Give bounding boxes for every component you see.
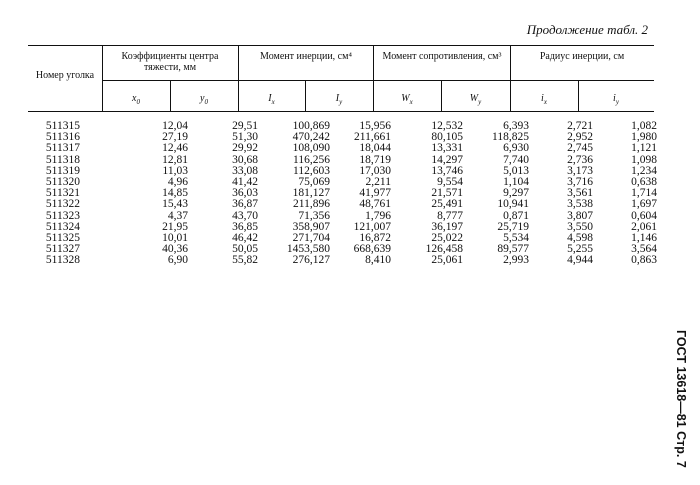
cell-iy-moment: 211,661 bbox=[354, 131, 391, 144]
cell-y0: 51,30 bbox=[232, 131, 258, 144]
table-row bbox=[40, 177, 657, 188]
table-row bbox=[40, 121, 657, 132]
cell-y0: 43,70 bbox=[232, 209, 258, 222]
table-row bbox=[40, 222, 657, 233]
cell-ix-moment: 116,256 bbox=[293, 153, 330, 166]
cell-iy-radius: 1,146 bbox=[631, 232, 657, 245]
cell-y0: 33,08 bbox=[232, 164, 258, 177]
cell-iy-moment: 17,030 bbox=[359, 164, 391, 177]
cell-iy-moment: 41,977 bbox=[359, 187, 391, 200]
cell-iy-moment: 18,719 bbox=[359, 153, 391, 166]
cell-ix-radius: 4,944 bbox=[567, 254, 593, 267]
cell-iy-radius: 1,697 bbox=[631, 198, 657, 211]
cell-wy: 89,577 bbox=[497, 243, 529, 256]
cell-number: 511319 bbox=[45, 164, 80, 177]
header-inertia-radius: Радиус инерции, см bbox=[539, 51, 625, 62]
cell-wx: 12,532 bbox=[431, 120, 463, 132]
header-number: Номер уголка bbox=[35, 70, 95, 81]
cell-y0: 29,92 bbox=[232, 142, 258, 155]
header-resistance-moment: Момент сопротивления, см³ bbox=[382, 51, 502, 62]
cell-wx: 25,022 bbox=[431, 232, 463, 245]
cell-number: 511328 bbox=[45, 254, 80, 267]
cell-x0: 6,90 bbox=[167, 254, 188, 267]
cell-number: 511318 bbox=[45, 153, 80, 166]
table-row bbox=[40, 199, 657, 210]
cell-y0: 30,68 bbox=[232, 153, 258, 166]
cell-wx: 13,746 bbox=[431, 164, 463, 177]
cell-iy-moment: 121,007 bbox=[353, 220, 391, 233]
cell-wy: 1,104 bbox=[503, 176, 529, 189]
cell-wy: 9,297 bbox=[503, 187, 529, 200]
cell-wx: 25,491 bbox=[431, 198, 463, 211]
cell-y0: 41,42 bbox=[232, 176, 258, 189]
cell-wy: 25,719 bbox=[497, 220, 529, 233]
cell-y0: 46,42 bbox=[232, 232, 258, 245]
cell-y0: 55,82 bbox=[232, 254, 258, 267]
cell-wy: 6,930 bbox=[503, 142, 529, 155]
symbol-iy-radius: $i_y$ bbox=[613, 93, 619, 106]
cell-ix-radius: 4,598 bbox=[567, 232, 593, 245]
cell-y0: 36,03 bbox=[232, 187, 258, 200]
symbol-iy-moment: $I_y$ bbox=[335, 93, 343, 106]
cell-ix-moment: 75,069 bbox=[298, 176, 330, 189]
header-inertia-moment: Момент инерции, см⁴ bbox=[260, 51, 352, 62]
cell-iy-radius: 1,234 bbox=[631, 164, 657, 177]
cell-ix-moment: 358,907 bbox=[292, 220, 330, 233]
cell-ix-radius: 2,721 bbox=[567, 120, 593, 132]
cell-iy-moment: 8,410 bbox=[365, 254, 391, 267]
cell-wy: 7,740 bbox=[503, 153, 529, 166]
cell-ix-radius: 3,173 bbox=[567, 164, 593, 177]
symbol-y0: $y_0$ bbox=[200, 93, 208, 106]
cell-wy: 0,871 bbox=[503, 209, 529, 222]
cell-ix-radius: 5,255 bbox=[567, 243, 593, 256]
cell-wy: 2,993 bbox=[503, 254, 529, 267]
cell-x0: 27,19 bbox=[162, 131, 188, 144]
cell-x0: 12,46 bbox=[162, 142, 188, 155]
cell-wy: 118,825 bbox=[492, 131, 529, 144]
cell-iy-moment: 16,872 bbox=[359, 232, 391, 245]
cell-wy: 5,013 bbox=[503, 164, 529, 177]
cell-iy-radius: 0,604 bbox=[631, 209, 657, 222]
cell-wx: 21,571 bbox=[431, 187, 463, 200]
cell-wy: 10,941 bbox=[497, 198, 529, 211]
cell-iy-radius: 2,061 bbox=[631, 220, 657, 233]
cell-x0: 12,81 bbox=[162, 153, 188, 166]
cell-ix-moment: 181,127 bbox=[292, 187, 330, 200]
cell-number: 511315 bbox=[45, 120, 80, 132]
cell-x0: 11,03 bbox=[162, 164, 188, 177]
cell-ix-moment: 211,896 bbox=[293, 198, 330, 211]
cell-iy-moment: 15,956 bbox=[359, 120, 391, 132]
cell-iy-moment: 1,796 bbox=[365, 209, 391, 222]
symbol-x0: $x_0$ bbox=[132, 93, 140, 106]
table-row bbox=[40, 233, 657, 244]
cell-iy-moment: 2,211 bbox=[365, 176, 391, 189]
cell-wy: 5,534 bbox=[503, 232, 529, 245]
cell-ix-moment: 100,869 bbox=[292, 120, 330, 132]
cell-iy-radius: 1,121 bbox=[631, 142, 657, 155]
cell-number: 511320 bbox=[45, 176, 80, 189]
cell-y0: 36,87 bbox=[232, 198, 258, 211]
cell-ix-radius: 3,561 bbox=[567, 187, 593, 200]
cell-x0: 4,37 bbox=[167, 209, 188, 222]
cell-number: 511325 bbox=[45, 232, 80, 245]
page-side-label: ГОСТ 13618—81 Стр. 7 bbox=[674, 330, 688, 468]
table-row bbox=[40, 166, 657, 177]
cell-iy-radius: 1,714 bbox=[631, 187, 657, 200]
cell-wx: 8,777 bbox=[437, 209, 463, 222]
cell-y0: 36,85 bbox=[232, 220, 258, 233]
cell-ix-radius: 3,716 bbox=[567, 176, 593, 189]
cell-iy-moment: 18,044 bbox=[359, 142, 391, 155]
cell-ix-radius: 2,745 bbox=[567, 142, 593, 155]
table-row bbox=[40, 143, 657, 154]
cell-wy: 6,393 bbox=[503, 120, 529, 132]
cell-ix-radius: 3,550 bbox=[567, 220, 593, 233]
cell-x0: 40,36 bbox=[162, 243, 188, 256]
symbol-wx: $W_x$ bbox=[401, 93, 413, 106]
cell-wx: 25,061 bbox=[431, 254, 463, 267]
cell-number: 511317 bbox=[45, 142, 80, 155]
cell-ix-moment: 71,356 bbox=[298, 209, 330, 222]
cell-ix-moment: 276,127 bbox=[292, 254, 330, 267]
cell-iy-radius: 0,863 bbox=[631, 254, 657, 267]
cell-wx: 14,297 bbox=[431, 153, 463, 166]
cell-ix-radius: 3,538 bbox=[567, 198, 593, 211]
cell-x0: 21,95 bbox=[162, 220, 188, 233]
cell-ix-moment: 271,704 bbox=[292, 232, 330, 245]
cell-ix-moment: 470,242 bbox=[292, 131, 330, 144]
cell-number: 511322 bbox=[45, 198, 80, 211]
table-row bbox=[40, 132, 657, 143]
cell-number: 511323 bbox=[45, 209, 80, 222]
cell-x0: 14,85 bbox=[162, 187, 188, 200]
cell-iy-moment: 668,639 bbox=[353, 243, 391, 256]
header-bottom-rule bbox=[28, 111, 654, 112]
cell-wx: 126,458 bbox=[425, 243, 463, 256]
cell-number: 511327 bbox=[45, 243, 80, 256]
cell-x0: 10,01 bbox=[162, 232, 188, 245]
cell-y0: 50,05 bbox=[232, 243, 258, 256]
cell-ix-radius: 3,807 bbox=[567, 209, 593, 222]
cell-wx: 36,197 bbox=[431, 220, 463, 233]
cell-iy-radius: 1,980 bbox=[631, 131, 657, 144]
table-row bbox=[40, 188, 657, 199]
cell-ix-moment: 108,090 bbox=[292, 142, 330, 155]
symbol-ix-moment: $I_x$ bbox=[268, 93, 275, 106]
subheader-rule bbox=[102, 80, 654, 81]
cell-y0: 29,51 bbox=[232, 120, 258, 132]
table-row bbox=[40, 255, 657, 266]
cell-number: 511321 bbox=[45, 187, 80, 200]
cell-wx: 13,331 bbox=[431, 142, 463, 155]
cell-ix-radius: 2,952 bbox=[567, 131, 593, 144]
symbol-ix-radius: $i_x$ bbox=[541, 93, 547, 106]
table-row bbox=[40, 155, 657, 166]
data-table bbox=[40, 121, 657, 267]
table-row bbox=[40, 244, 657, 255]
cell-iy-radius: 1,098 bbox=[631, 153, 657, 166]
cell-ix-moment: 1453,580 bbox=[286, 243, 330, 256]
header-top-rule bbox=[28, 45, 654, 46]
cell-ix-radius: 2,736 bbox=[567, 153, 593, 166]
cell-iy-radius: 0,638 bbox=[631, 176, 657, 189]
table-body bbox=[40, 121, 657, 267]
cell-x0: 4,96 bbox=[167, 176, 188, 189]
header-center-coefficients: Коэффициенты центра тяжести, мм bbox=[121, 51, 219, 73]
table-row bbox=[40, 211, 657, 222]
cell-iy-radius: 3,564 bbox=[631, 243, 657, 256]
cell-x0: 12,04 bbox=[162, 120, 188, 132]
cell-iy-radius: 1,082 bbox=[631, 120, 657, 132]
cell-number: 511316 bbox=[45, 131, 80, 144]
cell-wx: 9,554 bbox=[437, 176, 463, 189]
cell-iy-moment: 48,761 bbox=[359, 198, 391, 211]
symbol-wy: $W_y$ bbox=[469, 93, 482, 106]
cell-number: 511324 bbox=[45, 220, 80, 233]
cell-x0: 15,43 bbox=[162, 198, 188, 211]
cell-wx: 80,105 bbox=[431, 131, 463, 144]
table-continuation-caption: Продолжение табл. 2 bbox=[526, 22, 648, 37]
cell-ix-moment: 112,603 bbox=[293, 164, 330, 177]
